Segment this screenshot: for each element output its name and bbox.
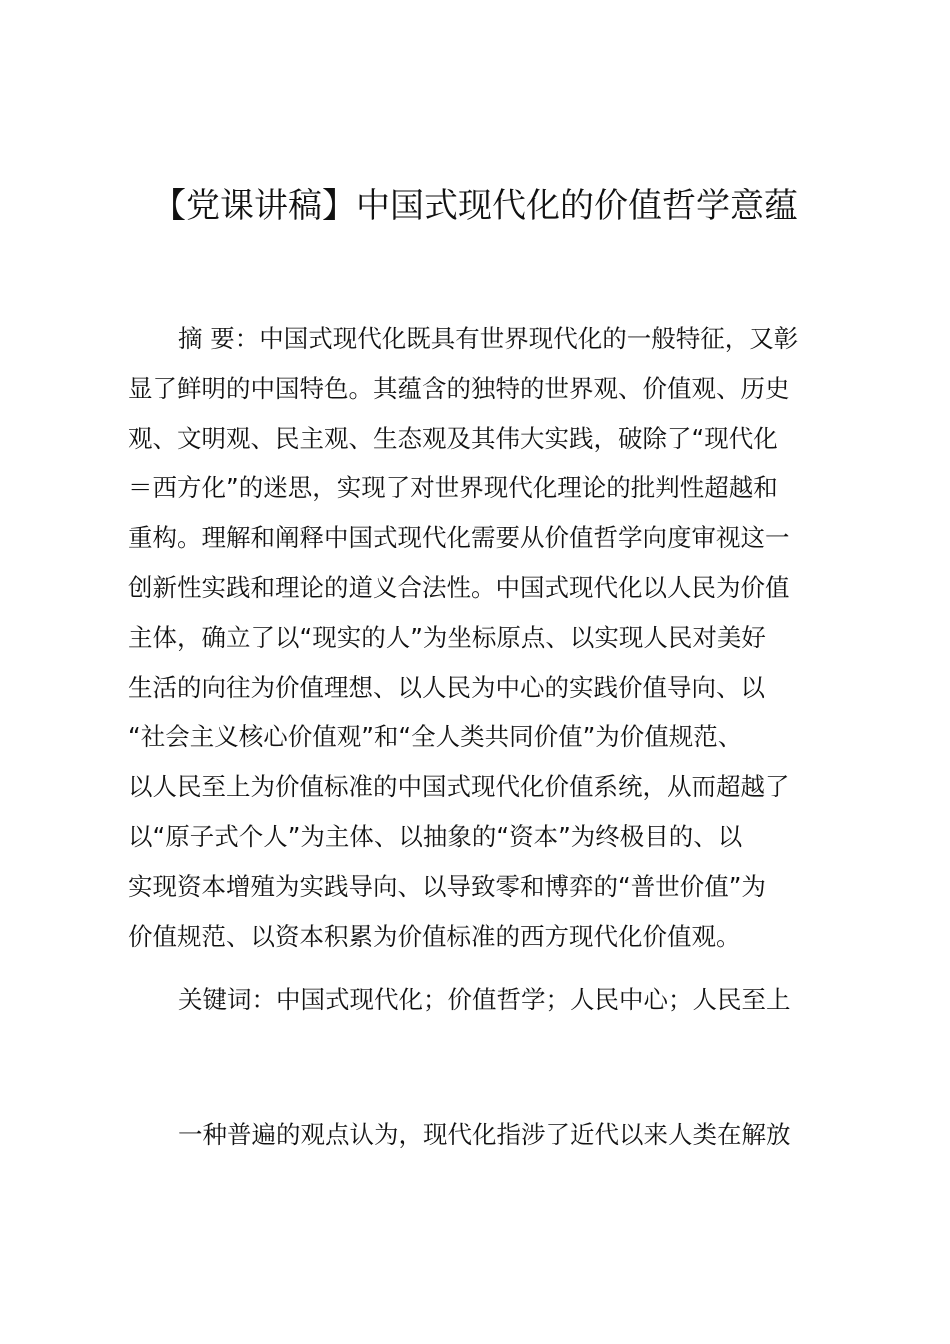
abstract-line: 以“原子式个人”为主体、以抽象的“资本”为终极目的、以 <box>128 821 743 851</box>
abstract-line: 重构。理解和阐释中国式现代化需要从价值哲学向度审视这一 <box>128 523 790 553</box>
abstract-line: 摘 要：中国式现代化既具有世界现代化的一般特征，又彰 <box>178 324 799 353</box>
abstract-line: 创新性实践和理论的道义合法性。中国式现代化以人民为价值 <box>128 572 790 602</box>
abstract-line: 实现资本增殖为实践导向、以导致零和博弈的“普世价值”为 <box>128 871 766 901</box>
abstract-line: 生活的向往为价值理想、以人民为中心的实践价值导向、以 <box>128 672 765 702</box>
keywords-line: 关键词：中国式现代化；价值哲学；人民中心；人民至上 <box>178 985 791 1014</box>
document-title: 【党课讲稿】中国式现代化的价值哲学意蕴 <box>152 186 798 226</box>
abstract-line: 以人民至上为价值标准的中国式现代化价值系统，从而超越了 <box>128 772 790 802</box>
abstract-line: 主体，确立了以“现实的人”为坐标原点、以实现人民对美好 <box>128 622 766 652</box>
abstract-line: ＝西方化”的迷思，实现了对世界现代化理论的批判性超越和 <box>128 473 778 503</box>
abstract-line: “社会主义核心价值观”和“全人类共同价值”为价值规范、 <box>128 722 743 752</box>
body-paragraph-first-line: 一种普遍的观点认为，现代化指涉了近代以来人类在解放 <box>178 1120 791 1149</box>
abstract-line: 观、文明观、民主观、生态观及其伟大实践，破除了“现代化 <box>128 423 778 453</box>
abstract-section <box>128 314 832 961</box>
abstract-line: 显了鲜明的中国特色。其蕴含的独特的世界观、价值观、历史 <box>128 373 790 403</box>
abstract-line: 价值规范、以资本积累为价值标准的西方现代化价值观。 <box>128 921 741 951</box>
